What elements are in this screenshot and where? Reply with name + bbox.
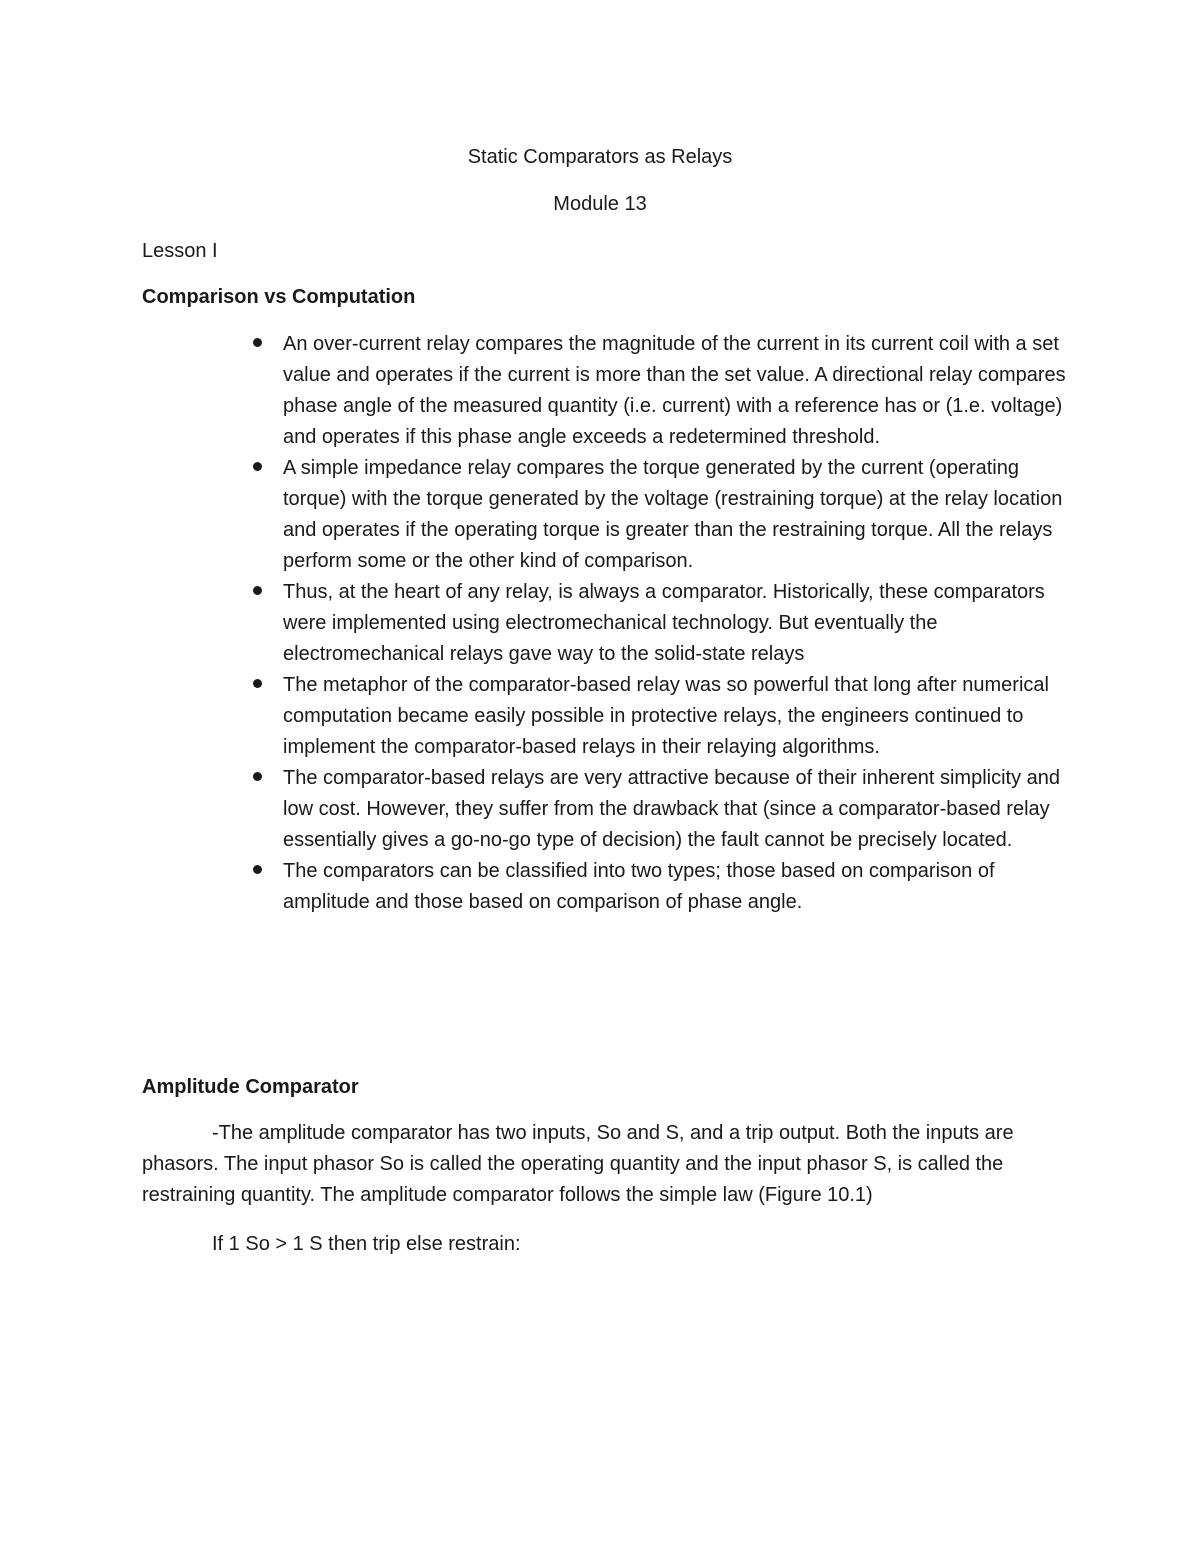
bullet-icon	[253, 772, 262, 781]
list-item-text: The comparator-based relays are very attractive because of their inherent simplicity and low cost. However, they suffer from the drawback that (since a comparator-based relay essentially gives a go-no-go type of decision) the fault cannot be precisely located.	[283, 767, 1061, 851]
section-heading-amplitude: Amplitude Comparator	[142, 1076, 359, 1098]
list-item-text: Thus, at the heart of any relay, is always a comparator. Historically, these comparators were implemented using electromechanical technology. But eventually the electromechanical relays gave way to the solid-state relays	[283, 581, 1045, 665]
list-item	[283, 856, 1073, 918]
list-item	[283, 329, 1073, 453]
document-title: Static Comparators as Relays	[467, 146, 733, 168]
bullet-icon	[253, 338, 262, 347]
trip-rule: If 1 So > 1 S then trip else restrain:	[212, 1233, 521, 1255]
bullet-icon	[253, 679, 262, 688]
amplitude-paragraph: -The amplitude comparator has two inputs, So and S, and a trip output. Both the inputs are phasors. The input phasor So is called the operating quantity and the input phasor S, is called the restraining quantity. The amplitude comparator follows the simple law (Figure 10.1)	[142, 1122, 1014, 1206]
bullet-icon	[253, 462, 262, 471]
list-item	[283, 670, 1073, 763]
section-heading-comparison: Comparison vs Computation	[142, 286, 416, 308]
list-item-text: The metaphor of the comparator-based relay was so powerful that long after numerical computation became easily possible in protective relays, the engineers continued to implement the comparator-based relays in their relaying algorithms.	[283, 674, 1049, 758]
bullet-list	[0, 329, 1200, 918]
list-item-text: A simple impedance relay compares the torque generated by the current (operating torque) with the torque generated by the voltage (restraining torque) at the relay location and operates if the operating torque is greater than the restraining torque. All the relays perform some or the other kind of comparison.	[283, 457, 1063, 572]
lesson-label: Lesson I	[142, 240, 218, 262]
list-item	[283, 577, 1073, 670]
bullet-icon	[253, 865, 262, 874]
list-item	[283, 763, 1073, 856]
list-item	[283, 453, 1073, 577]
list-item-text: An over-current relay compares the magnitude of the current in its current coil with a set value and operates if the current is more than the set value. A directional relay compares phase angle of the measured quantity (i.e. current) with a reference has or (1.e. voltage) and operates if this phase angle exceeds a redetermined threshold.	[283, 333, 1066, 448]
bullet-icon	[253, 586, 262, 595]
list-item-text: The comparators can be classified into two types; those based on comparison of amplitude and those based on comparison of phase angle.	[283, 860, 995, 913]
module-label: Module 13	[553, 193, 647, 215]
